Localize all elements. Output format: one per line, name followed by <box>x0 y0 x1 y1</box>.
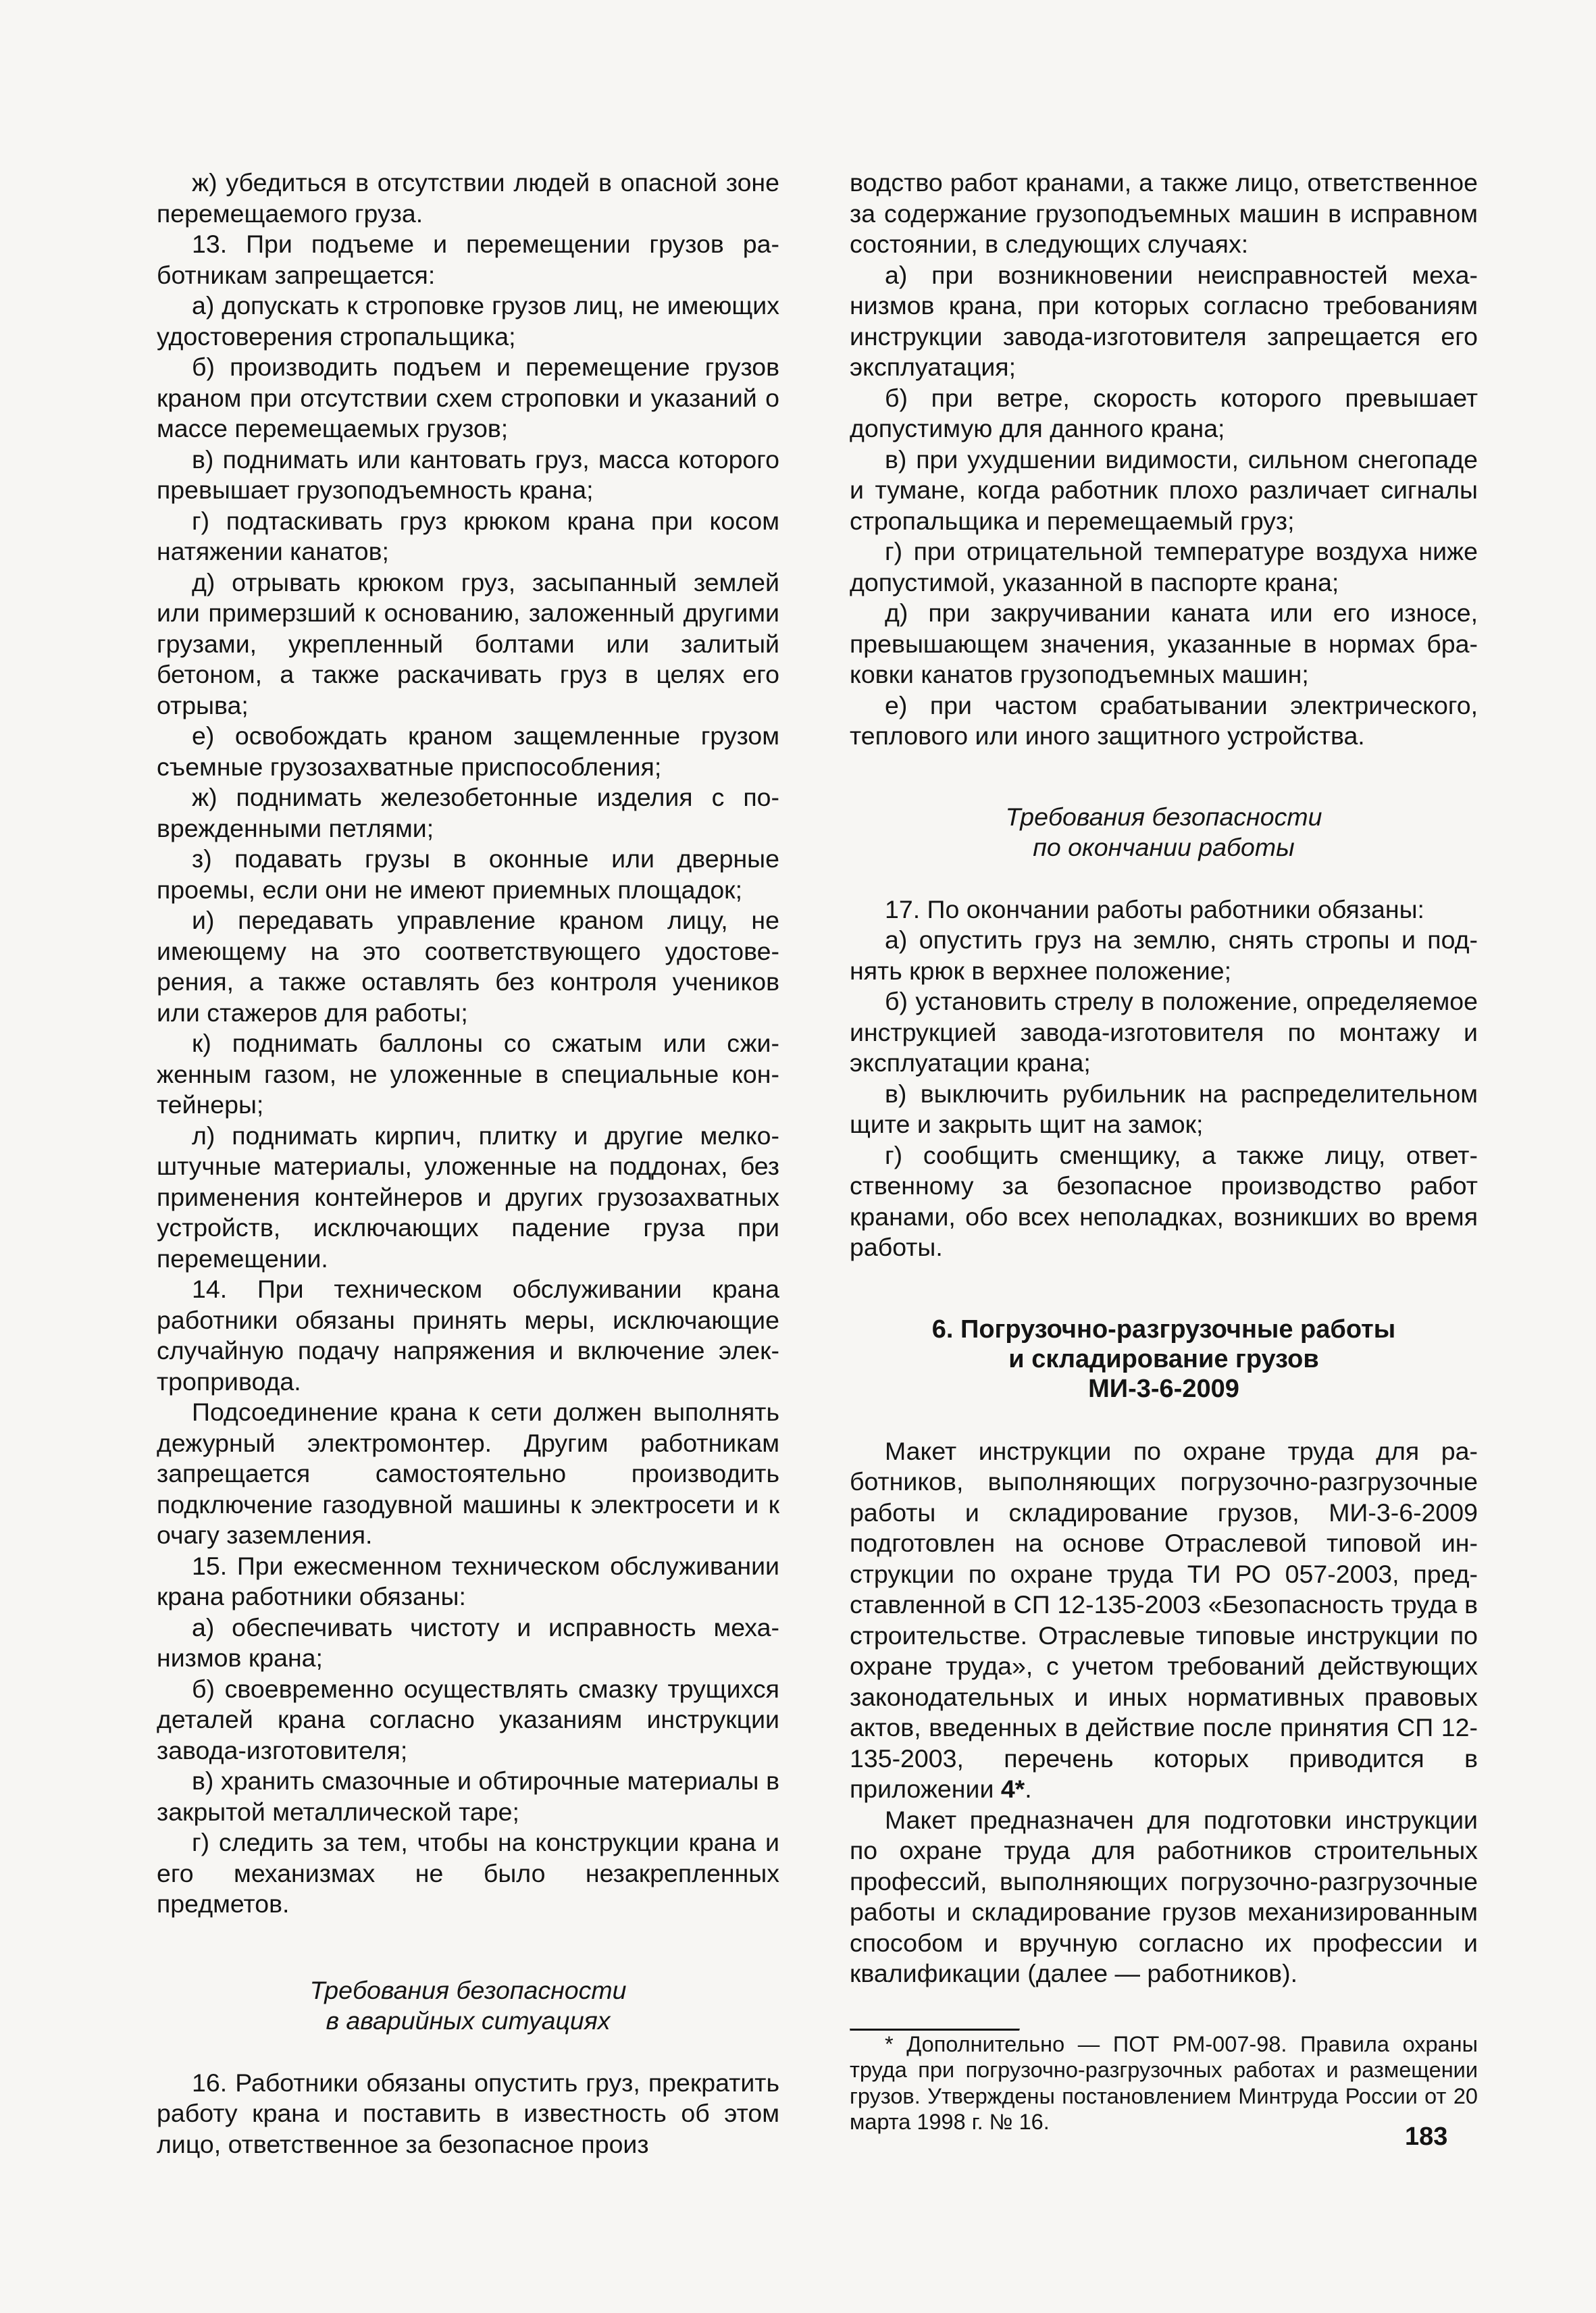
paragraph: г) подтаскивать груз крюком крана при косом натяжении канатов; <box>157 506 779 565</box>
text-run: Макет инструкции по охране труда для работников, выполняющих погрузочно-разгрузочные работы и складирование грузов, МИ-3-6-2009 подготовлен на основе Отраслевой типовой инструкции по охране труда ТИ РО 057-2003, представленной в СП 12-135-2003 «Безопасность труда в строительстве. Отраслевые типовые инструкции по охране труда», с учетом требований действующих законодательных и иных нормативных правовых актов, введенных в действие после принятия СП 12-135-2003, перечень которых приводится в приложении <box>850 1436 1478 1803</box>
paragraph: а) обеспечивать чистоту и исправность механизмов крана; <box>157 1612 779 1672</box>
paragraph: 14. При техническом обслуживании крана работники обязаны принять меры, исключающие случайную подачу напряжения и включение электропривода. <box>157 1275 779 1396</box>
paragraph: в) при ухудшении видимости, сильном снегопаде и тумане, когда работник плохо различает сигналы стропальщика и перемещаемый груз; <box>850 444 1478 535</box>
section-title-line: МИ-3-6-2009 <box>1088 1374 1239 1403</box>
paragraph: б) своевременно осуществлять смазку трущихся деталей крана согласно указаниям инструкции завода-изготовителя; <box>157 1674 779 1764</box>
paragraph: а) при возникновении неисправностей механизмов крана, при которых согласно требованиям инструкции завода-изготовителя запрещается его эксплуатация; <box>850 260 1478 381</box>
footnote <box>850 2031 1478 2135</box>
subheading-line: по окончании работы <box>1033 833 1295 861</box>
page-number: 183 <box>1405 2123 1448 2151</box>
subheading-line: Требования безопасности <box>309 1975 627 2004</box>
paragraph: л) поднимать кирпич, плитку и другие мелкоштучные материалы, уложенные на поддонах, без применения контейнеров и других грузозахватных устройств, исключающих падение груза при перемещении. <box>157 1121 779 1273</box>
paragraph: б) производить подъем и перемещение грузов краном при отсутствии схем строповки и указаний о массе перемещаемых грузов; <box>157 353 779 442</box>
subheading-emergency <box>157 1975 779 2037</box>
paragraph: в) выключить рубильник на распределительном щите и закрыть щит на замок; <box>850 1079 1478 1138</box>
subheading-end-of-work <box>850 802 1478 863</box>
paragraph: г) при отрицательной температуре воздуха ниже допустимой, указанной в паспорте крана; <box>850 537 1478 596</box>
section-title <box>850 1315 1478 1404</box>
text-run: . <box>1025 1775 1032 1803</box>
paragraph: и) передавать управление краном лицу, не имеющему на это соответствующего удостоверения, а также оставлять без контроля учеников или стажеров для работы; <box>157 906 779 1027</box>
text-run-bold: 4* <box>1000 1775 1025 1803</box>
subheading-line: Требования безопасности <box>1005 802 1322 831</box>
paragraph: д) отрывать крюком груз, засыпанный землей или примерзший к основанию, заложенный другими грузами, укрепленный болтами или залитый бетоном, а также раскачивать груз в целях его отрыва; <box>157 567 779 719</box>
paragraph: 17. По окончании работы работники обязаны: <box>885 894 1424 923</box>
paragraph: в) поднимать или кантовать груз, масса которого превышает грузоподъемность крана; <box>157 444 779 504</box>
subheading-line: в аварийных ситуациях <box>326 2006 611 2035</box>
paragraph: ж) убедиться в отсутствии людей в опасной зоне перемещаемого груза. <box>157 168 779 228</box>
section-paragraph <box>850 1436 1478 1805</box>
paragraph: ж) поднимать железобетонные изделия с поврежденными петлями; <box>157 783 779 842</box>
paragraph-continuation: водство работ кранами, а также лицо, ответственное за содержание грузоподъемных машин в исправном состоянии, в следующих случаях: <box>850 168 1478 258</box>
paragraph: 15. При ежесменном техническом обслуживании крана работники обязаны: <box>157 1551 779 1610</box>
section-title-line: и складирование грузов <box>1008 1344 1319 1373</box>
paragraph: а) допускать к строповке грузов лиц, не имеющих удостоверения стропальщика; <box>157 291 779 351</box>
paragraph: з) подавать грузы в оконные или дверные проемы, если они не имеют приемных площадок; <box>157 844 779 904</box>
paragraph: Подсоединение крана к сети должен выполнять дежурный электромонтер. Другим работникам запрещается самостоятельно производить подключение газодувной машины к электросети и к очагу заземления. <box>157 1398 779 1549</box>
paragraph: б) при ветре, скорость которого превышает допустимую для данного крана; <box>850 383 1478 442</box>
paragraph: 16. Работники обязаны опустить груз, прекратить работу крана и поставить в известность об этом лицо, ответственное за безопасное произ <box>157 2068 779 2158</box>
paragraph: б) установить стрелу в положение, определяемое инструкцией завода-изготовителя по монтажу и эксплуатации крана; <box>850 987 1478 1077</box>
paragraph: 13. При подъеме и перемещении грузов работникам запрещается: <box>157 230 779 289</box>
left-column <box>157 168 779 2160</box>
right-column <box>850 168 1478 2135</box>
paragraph: г) сообщить сменщику, а также лицу, ответственному за безопасное производство работ кранами, обо всех неполадках, возникших во время работы. <box>850 1140 1478 1261</box>
paragraph: к) поднимать баллоны со сжатым или сжиженным газом, не уложенные в специальные контейнеры; <box>157 1029 779 1119</box>
paragraph: е) при частом срабатывании электрического, теплового или иного защитного устройства. <box>850 690 1478 750</box>
section-title-line: 6. Погрузочно-разгрузочные работы <box>931 1315 1396 1344</box>
paragraph: г) следить за тем, чтобы на конструкции крана и его механизмах не было незакрепленных предметов. <box>157 1828 779 1918</box>
paragraph: е) освобождать краном защемленные грузом съемные грузозахватные приспособления; <box>157 721 779 781</box>
paragraph: д) при закручивании каната или его износе, превышающем значения, указанные в нормах браковки канатов грузоподъемных машин; <box>850 599 1478 688</box>
footnote-text: * Дополнительно — ПОТ РМ-007-98. Правила охраны труда при погрузочно-разгрузочных работах и размещении грузов. Утверждены постановлением Минтруда России от 20 марта 1998 г. № 16. <box>850 2031 1478 2134</box>
section-paragraph: Макет предназначен для подготовки инструкции по охране труда для работников строительных профессий, выполняющих погрузочно-разгрузочные работы и складирование грузов механизированным способом и вручную согласно их профессии и квалификации (далее — работников). <box>850 1805 1478 1987</box>
paragraph: в) хранить смазочные и обтирочные материалы в закрытой металлической таре; <box>157 1766 779 1826</box>
paragraph: а) опустить груз на землю, снять стропы и поднять крюк в верхнее положение; <box>850 925 1478 985</box>
